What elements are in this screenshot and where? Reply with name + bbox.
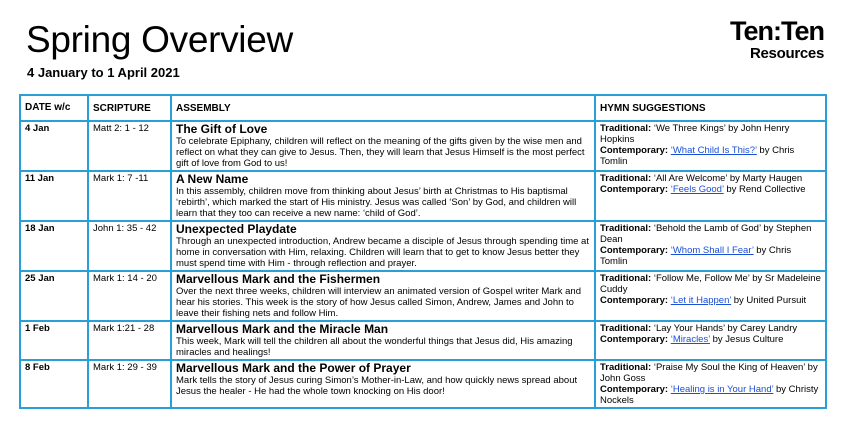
table-row — [20, 221, 826, 271]
traditional-hymn: ‘Behold the Lamb of God’ by Stephen Dean — [600, 223, 812, 245]
row-scripture: Mark 1:21 - 28 — [88, 321, 171, 360]
row-scripture: Mark 1: 14 - 20 — [88, 271, 171, 321]
row-hymns — [595, 321, 826, 360]
row-assembly — [171, 121, 595, 171]
row-hymns — [595, 171, 826, 221]
contemporary-label: Contemporary: — [600, 245, 669, 256]
row-scripture: John 1: 35 - 42 — [88, 221, 171, 271]
row-date: 4 Jan — [20, 121, 88, 171]
row-assembly — [171, 221, 595, 271]
row-date: 25 Jan — [20, 271, 88, 321]
contemporary-artist: by Chris Tomlin — [600, 145, 795, 167]
row-hymns — [595, 271, 826, 321]
column-header-scripture: SCRIPTURE — [88, 95, 171, 121]
assembly-description: Through an unexpected introduction, Andrew became a disciple of Jesus through spending time at home in conversation with Him, relaxing. Children will learn that to get to know Jesus better they must spend time with Him - through reflection and prayer. — [176, 236, 589, 269]
table-row — [20, 271, 826, 321]
row-hymns — [595, 221, 826, 271]
column-header-hymns: HYMN SUGGESTIONS — [595, 95, 826, 121]
contemporary-hymn-link[interactable]: ‘Healing is in Your Hand’ — [670, 384, 774, 395]
assembly-title: Unexpected Playdate — [176, 222, 297, 236]
contemporary-hymn-link[interactable]: ‘What Child Is This?’ — [670, 145, 757, 156]
traditional-hymn: ‘Follow Me, Follow Me’ by Sr Madeleine Cuddy — [600, 273, 821, 295]
logo-sub-text: Resources — [749, 45, 824, 62]
traditional-label: Traditional: — [600, 173, 652, 184]
contemporary-artist: by Chris Tomlin — [600, 245, 792, 267]
assembly-description: Mark tells the story of Jesus curing Simon’s Mother-in-Law, and how quickly news spread about Jesus the healer - He had the whole town knocking on His door! — [176, 375, 578, 397]
contemporary-label: Contemporary: — [600, 334, 669, 345]
row-assembly — [171, 271, 595, 321]
row-hymns — [595, 360, 826, 408]
assembly-title: Marvellous Mark and the Power of Prayer — [176, 361, 411, 375]
traditional-hymn: ‘Praise My Soul the King of Heaven’ by John Goss — [600, 362, 818, 384]
table-row — [20, 121, 826, 171]
traditional-hymn: ‘Lay Your Hands’ by Carey Landry — [653, 323, 798, 334]
row-assembly — [171, 360, 595, 408]
contemporary-hymn-link[interactable]: ‘Miracles’ — [670, 334, 710, 345]
logo — [704, 18, 824, 62]
row-assembly — [171, 171, 595, 221]
assembly-description: To celebrate Epiphany, children will reflect on the meaning of the gifts given by the wise men and reflect on what they can give to Jesus. Then, they will learn that Jesus Himself is the most perfect gift of love from God to us! — [176, 136, 585, 169]
traditional-label: Traditional: — [600, 362, 652, 373]
date-range: 4 January to 1 April 2021 — [27, 65, 180, 80]
traditional-label: Traditional: — [600, 323, 652, 334]
contemporary-label: Contemporary: — [600, 384, 669, 395]
row-scripture: Matt 2: 1 - 12 — [88, 121, 171, 171]
table-row — [20, 360, 826, 408]
row-scripture: Mark 1: 29 - 39 — [88, 360, 171, 408]
table-row — [20, 171, 826, 221]
contemporary-hymn-link[interactable]: ‘Let it Happen’ — [670, 295, 732, 306]
assembly-title: Marvellous Mark and the Fishermen — [176, 272, 381, 286]
contemporary-label: Contemporary: — [600, 184, 669, 195]
column-header-date: DATE w/c — [20, 95, 88, 121]
table-header-row — [20, 95, 826, 121]
contemporary-hymn-link[interactable]: ‘Feels Good’ — [670, 184, 724, 195]
assembly-title: The Gift of Love — [176, 122, 268, 136]
traditional-label: Traditional: — [600, 273, 652, 284]
row-hymns — [595, 121, 826, 171]
traditional-label: Traditional: — [600, 223, 652, 234]
assembly-title: A New Name — [176, 172, 249, 186]
row-date: 11 Jan — [20, 171, 88, 221]
traditional-label: Traditional: — [600, 123, 652, 134]
contemporary-artist: by United Pursuit — [731, 295, 807, 306]
row-assembly — [171, 321, 595, 360]
contemporary-artist: by Jesus Culture — [709, 334, 784, 345]
logo-main-text: Ten:Ten — [730, 16, 824, 46]
assembly-description: Over the next three weeks, children will interview an animated version of Gospel writer Mark and hear his stories. This week is the story of how Jesus called Simon, Andrew, James and John to leave their fishing nets and follow Him. — [176, 286, 581, 319]
contemporary-artist: by Rend Collective — [723, 184, 806, 195]
contemporary-artist: by Christy Nockels — [600, 384, 819, 406]
contemporary-label: Contemporary: — [600, 295, 669, 306]
table-row — [20, 321, 826, 360]
assembly-title: Marvellous Mark and the Miracle Man — [176, 322, 389, 336]
page-title: Spring Overview — [26, 19, 293, 60]
contemporary-label: Contemporary: — [600, 145, 669, 156]
assembly-description: In this assembly, children move from thinking about Jesus’ birth at Christmas to His baptismal ‘rebirth’, which marked the start of His ministry. Jesus was called ‘Son’ by God, and children will learn that they too can receive a new name: ‘child of God’. — [176, 186, 577, 219]
row-date: 8 Feb — [20, 360, 88, 408]
row-scripture: Mark 1: 7 -11 — [88, 171, 171, 221]
traditional-hymn: ‘We Three Kings’ by John Henry Hopkins — [600, 123, 790, 145]
row-date: 1 Feb — [20, 321, 88, 360]
schedule-table — [19, 94, 827, 409]
assembly-description: This week, Mark will tell the children all about the wonderful things that Jesus did, His amazing miracles and healings! — [176, 336, 573, 358]
traditional-hymn: ‘All Are Welcome’ by Marty Haugen — [653, 173, 803, 184]
column-header-assembly: ASSEMBLY — [171, 95, 595, 121]
contemporary-hymn-link[interactable]: ‘Whom Shall I Fear’ — [670, 245, 754, 256]
row-date: 18 Jan — [20, 221, 88, 271]
